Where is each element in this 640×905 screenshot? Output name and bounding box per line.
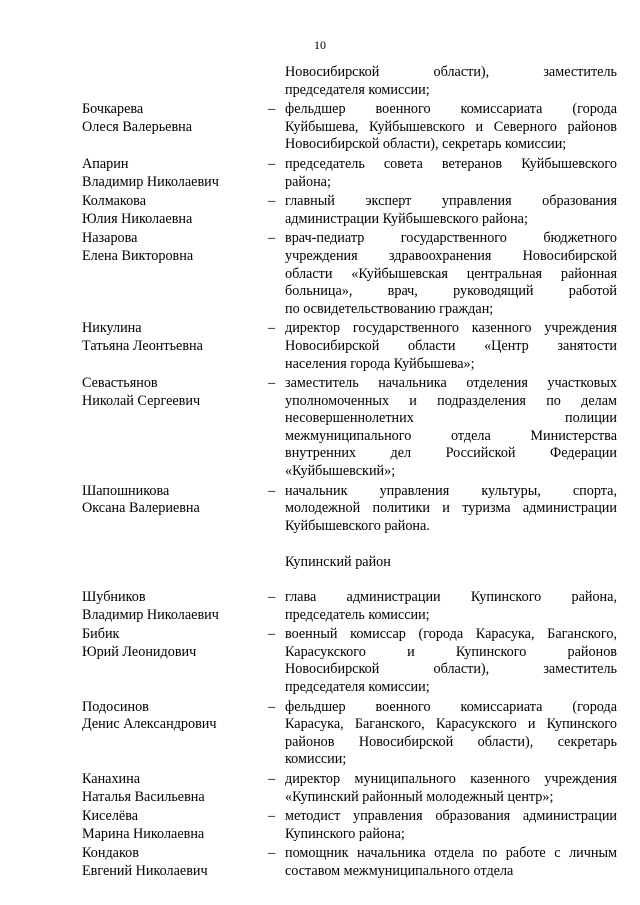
member-name (82, 771, 268, 806)
member-role (285, 771, 617, 806)
dash-separator: – (268, 155, 276, 172)
member-entry (82, 156, 617, 191)
member-role (285, 375, 617, 481)
member-entry (82, 808, 617, 843)
role-line: Куйбышева, Куйбышевского и Северного районов (285, 118, 617, 135)
role-line: Купинского района; (285, 825, 405, 842)
member-given-names: Олеся Валерьевна (82, 118, 193, 135)
dash-separator: – (268, 101, 276, 118)
role-line: военный комиссар (города Карасука, Баганского, (285, 626, 617, 643)
member-role (285, 626, 617, 696)
role-line: глава администрации Купинского района, (285, 589, 617, 606)
member-name (82, 845, 268, 880)
member-name (82, 808, 268, 843)
role-line: области «Куйбышевская центральная районная (285, 265, 617, 282)
member-role (285, 193, 617, 228)
member-given-names: Марина Николаевна (82, 825, 205, 842)
member-entry (82, 101, 617, 154)
member-surname: Шубников (82, 589, 146, 606)
role-line: начальник управления культуры, спорта, (285, 482, 617, 499)
member-entry (82, 589, 617, 624)
role-line: фельдшер военного комиссариата (города (285, 698, 617, 715)
role-line: директор муниципального казенного учреждения (285, 770, 617, 787)
role-line: молодежной политики и туризма администрации (285, 500, 617, 517)
member-given-names: Владимир Николаевич (82, 173, 219, 190)
commission-list (82, 64, 617, 881)
member-given-names: Оксана Валериевна (82, 500, 200, 517)
kuibyshev-members (82, 64, 617, 535)
role-line: Новосибирской области «Центр занятости (285, 337, 617, 354)
role-line: учреждения здравоохранения Новосибирской (285, 247, 617, 264)
dash-separator: – (268, 698, 276, 715)
member-name (82, 626, 268, 661)
role-line: председатель комиссии; (285, 606, 430, 623)
section-title: Купинский район (285, 554, 391, 571)
member-entry (82, 64, 617, 99)
role-line: районов Новосибирской области), секретарь (285, 733, 617, 750)
role-line: помощник начальника отдела по работе с личным (285, 845, 617, 862)
dash-separator: – (268, 845, 276, 862)
member-entry (82, 193, 617, 228)
member-given-names: Татьяна Леонтьевна (82, 337, 203, 354)
dash-separator: – (268, 230, 276, 247)
member-entry (82, 771, 617, 806)
member-entry (82, 845, 617, 880)
member-entry (82, 483, 617, 536)
member-role (285, 699, 617, 769)
member-name (82, 320, 268, 355)
member-role (285, 845, 617, 880)
dash-separator: – (268, 626, 276, 643)
role-line: заместитель начальника отделения участковых (285, 375, 617, 392)
role-line: Карасука, Баганского, Карасукского и Купинского (285, 716, 617, 733)
member-surname: Колмакова (82, 193, 146, 210)
role-line: директор государственного казенного учреждения (285, 320, 617, 337)
member-given-names: Николай Сергеевич (82, 392, 201, 409)
member-surname: Канахина (82, 770, 141, 787)
role-line: межмуниципального отдела Министерства (285, 427, 617, 444)
role-line: внутренних дел Российской Федерации (285, 445, 617, 462)
member-given-names: Владимир Николаевич (82, 606, 219, 623)
member-name (82, 375, 268, 410)
member-surname: Бочкарева (82, 101, 144, 118)
role-line: методист управления образования администрации (285, 808, 617, 825)
member-surname: Апарин (82, 155, 129, 172)
role-line: врач-педиатр государственного бюджетного (285, 230, 617, 247)
member-entry (82, 699, 617, 769)
member-surname: Никулина (82, 320, 142, 337)
role-line: Карасукского и Купинского районов (285, 643, 617, 660)
role-line: комиссии; (285, 751, 347, 768)
dash-separator: – (268, 482, 276, 499)
member-entry (82, 320, 617, 373)
role-line: председателя комиссии; (285, 679, 430, 695)
role-line: «Купинский районный молодежный центр»; (285, 788, 554, 805)
role-line: председателя комиссии; (285, 81, 430, 98)
role-line: несовершеннолетних полиции (285, 410, 617, 427)
role-line: фельдшер военного комиссариата (города (285, 101, 617, 118)
member-given-names: Денис Александрович (82, 716, 217, 733)
role-line: больница», врач, руководящий работой (285, 283, 617, 300)
member-name (82, 156, 268, 191)
role-line: «Куйбышевский»; (285, 463, 396, 480)
role-line: Новосибирской области), заместитель (285, 64, 617, 80)
dash-separator: – (268, 770, 276, 787)
member-name (82, 101, 268, 136)
role-line: Новосибирской области), секретарь комиссии; (285, 136, 567, 153)
member-role (285, 156, 617, 191)
member-name (82, 699, 268, 734)
role-line: населения города Куйбышева»; (285, 355, 475, 372)
kupino-members (82, 589, 617, 881)
member-given-names: Наталья Васильевна (82, 788, 205, 805)
role-line: уполномоченных и подразделения по делам (285, 392, 617, 409)
role-line: администрации Куйбышевского района; (285, 210, 528, 227)
member-surname: Шапошникова (82, 482, 170, 499)
member-role (285, 589, 617, 624)
role-line: района; (285, 173, 331, 190)
dash-separator: – (268, 193, 276, 210)
member-role (285, 483, 617, 536)
member-role (285, 230, 617, 318)
member-name (82, 230, 268, 265)
member-surname: Назарова (82, 230, 138, 247)
role-line: Куйбышевского района. (285, 517, 430, 534)
member-role (285, 808, 617, 843)
member-role (285, 101, 617, 154)
member-role (285, 64, 617, 99)
dash-separator: – (268, 589, 276, 606)
member-surname: Бибик (82, 626, 120, 643)
dash-separator: – (268, 375, 276, 392)
member-given-names: Евгений Николаевич (82, 862, 208, 879)
member-name (82, 589, 268, 624)
member-surname: Подосинов (82, 698, 149, 715)
dash-separator: – (268, 320, 276, 337)
member-surname: Севастьянов (82, 375, 158, 392)
member-name (82, 193, 268, 228)
member-name (82, 483, 268, 518)
member-role (285, 320, 617, 373)
role-line: председатель совета ветеранов Куйбышевского (285, 155, 617, 172)
role-line: составом межмуниципального отдела (285, 862, 514, 879)
dash-separator: – (268, 808, 276, 825)
member-given-names: Юлия Николаевна (82, 210, 193, 227)
member-entry (82, 626, 617, 696)
role-line: главный эксперт управления образования (285, 193, 617, 210)
member-surname: Киселёва (82, 808, 139, 825)
member-given-names: Юрий Леонидович (82, 643, 197, 660)
member-given-names: Елена Викторовна (82, 247, 194, 264)
member-surname: Кондаков (82, 845, 139, 862)
role-line: по освидетельствованию граждан; (285, 300, 494, 317)
member-entry (82, 230, 617, 318)
page-number: 10 (314, 38, 326, 52)
role-line: Новосибирской области), заместитель (285, 661, 617, 678)
member-entry (82, 375, 617, 481)
